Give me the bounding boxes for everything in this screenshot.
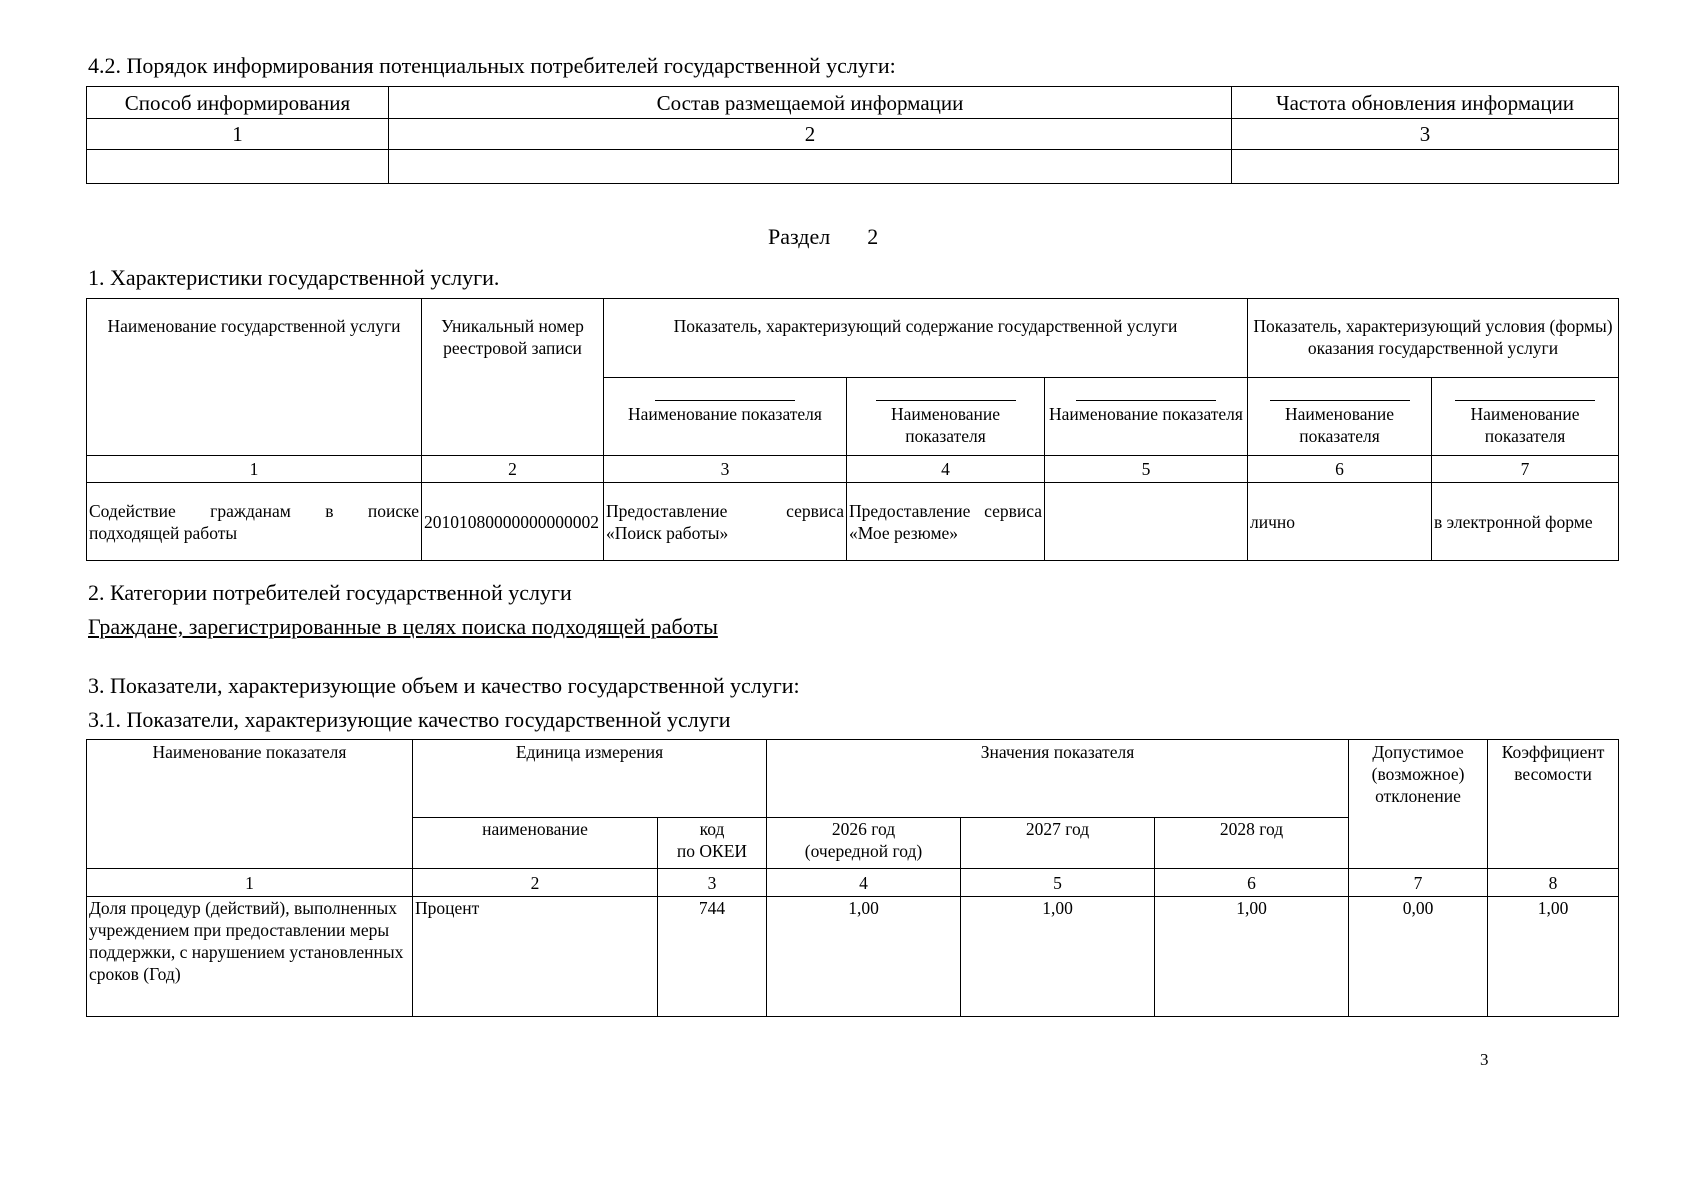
section-3-1-title: 3.1. Показатели, характеризующие качество государственной услуги bbox=[88, 707, 731, 732]
section-4-2-title: 4.2. Порядок информирования потенциальных потребителей государственной услуги: bbox=[88, 53, 896, 78]
header-service-name: Наименование государственной услуги bbox=[87, 299, 422, 456]
col-number: 2 bbox=[413, 869, 658, 897]
section-heading bbox=[768, 224, 878, 250]
header-method: Способ информирования bbox=[87, 87, 389, 119]
col-number: 1 bbox=[87, 119, 389, 150]
header-registry-number: Уникальный номер реестровой записи bbox=[422, 299, 604, 456]
section-3-title: 3. Показатели, характеризующие объем и качество государственной услуги: bbox=[88, 673, 800, 698]
quality-indicators-table bbox=[86, 739, 1619, 1017]
conditions-indicator-cell: лично bbox=[1248, 483, 1432, 561]
section-word: Раздел bbox=[768, 224, 831, 249]
header-conditions-indicator: Показатель, характеризующий условия (формы) оказания государственной услуги bbox=[1248, 299, 1619, 378]
header-frequency: Частота обновления информации bbox=[1232, 87, 1619, 119]
col-number: 4 bbox=[847, 456, 1045, 483]
subheader-indicator: Наименование показателя bbox=[1432, 378, 1619, 456]
content-indicator-cell: Предоставление сервиса «Поиск работы» bbox=[604, 483, 847, 561]
header-content: Состав размещаемой информации bbox=[389, 87, 1232, 119]
header-unit-name: наименование bbox=[413, 818, 658, 869]
weight-cell: 1,00 bbox=[1488, 897, 1619, 1017]
subheader-indicator: Наименование показателя bbox=[847, 378, 1045, 456]
empty-cell bbox=[1232, 150, 1619, 184]
col-number: 5 bbox=[1045, 456, 1248, 483]
empty-cell bbox=[389, 150, 1232, 184]
content-indicator-cell: Предоставление сервиса «Мое резюме» bbox=[847, 483, 1045, 561]
col-number: 8 bbox=[1488, 869, 1619, 897]
col-number: 1 bbox=[87, 869, 413, 897]
header-year-3: 2028 год bbox=[1155, 818, 1349, 869]
section-number: 2 bbox=[867, 224, 879, 249]
header-okei: код по ОКЕИ bbox=[658, 818, 767, 869]
page-number: 3 bbox=[1480, 1050, 1489, 1069]
section-2-title: 2. Категории потребителей государственной услуги bbox=[88, 580, 572, 605]
unit-name-cell: Процент bbox=[413, 897, 658, 1017]
value-cell: 1,00 bbox=[961, 897, 1155, 1017]
col-number: 6 bbox=[1155, 869, 1349, 897]
value-cell: 1,00 bbox=[1155, 897, 1349, 1017]
col-number: 7 bbox=[1349, 869, 1488, 897]
value-cell: 1,00 bbox=[767, 897, 961, 1017]
deviation-cell: 0,00 bbox=[1349, 897, 1488, 1017]
section-1-title: 1. Характеристики государственной услуги. bbox=[88, 265, 500, 290]
col-number: 6 bbox=[1248, 456, 1432, 483]
col-number: 2 bbox=[422, 456, 604, 483]
subheader-indicator: Наименование показателя bbox=[604, 378, 847, 456]
col-number: 1 bbox=[87, 456, 422, 483]
col-number: 3 bbox=[604, 456, 847, 483]
header-weight: Коэффициент весомости bbox=[1488, 740, 1619, 869]
subheader-indicator: Наименование показателя bbox=[1248, 378, 1432, 456]
header-year-2: 2027 год bbox=[961, 818, 1155, 869]
header-year-1: 2026 год (очередной год) bbox=[767, 818, 961, 869]
conditions-indicator-cell: в электронной форме bbox=[1432, 483, 1619, 561]
header-indicator-name: Наименование показателя bbox=[87, 740, 413, 869]
registry-number-cell: 20101080000000000002 bbox=[422, 483, 604, 561]
service-name-cell: Содействие гражданам в поиске подходящей работы bbox=[87, 483, 422, 561]
header-deviation: Допустимое (возможное) отклонение bbox=[1349, 740, 1488, 869]
col-number: 3 bbox=[658, 869, 767, 897]
content-indicator-cell bbox=[1045, 483, 1248, 561]
subheader-indicator: Наименование показателя bbox=[1045, 378, 1248, 456]
consumer-category: Граждане, зарегистрированные в целях поиска подходящей работы bbox=[88, 614, 718, 639]
col-number: 2 bbox=[389, 119, 1232, 150]
header-content-indicator: Показатель, характеризующий содержание государственной услуги bbox=[604, 299, 1248, 378]
col-number: 4 bbox=[767, 869, 961, 897]
col-number: 7 bbox=[1432, 456, 1619, 483]
informing-table bbox=[86, 86, 1619, 184]
empty-cell bbox=[87, 150, 389, 184]
okei-cell: 744 bbox=[658, 897, 767, 1017]
header-unit: Единица измерения bbox=[413, 740, 767, 818]
header-values: Значения показателя bbox=[767, 740, 1349, 818]
indicator-name-cell: Доля процедур (действий), выполненных учреждением при предоставлении меры поддержки, с нарушением установленных сроков (Год) bbox=[87, 897, 413, 1017]
col-number: 3 bbox=[1232, 119, 1619, 150]
col-number: 5 bbox=[961, 869, 1155, 897]
characteristics-table bbox=[86, 298, 1619, 561]
